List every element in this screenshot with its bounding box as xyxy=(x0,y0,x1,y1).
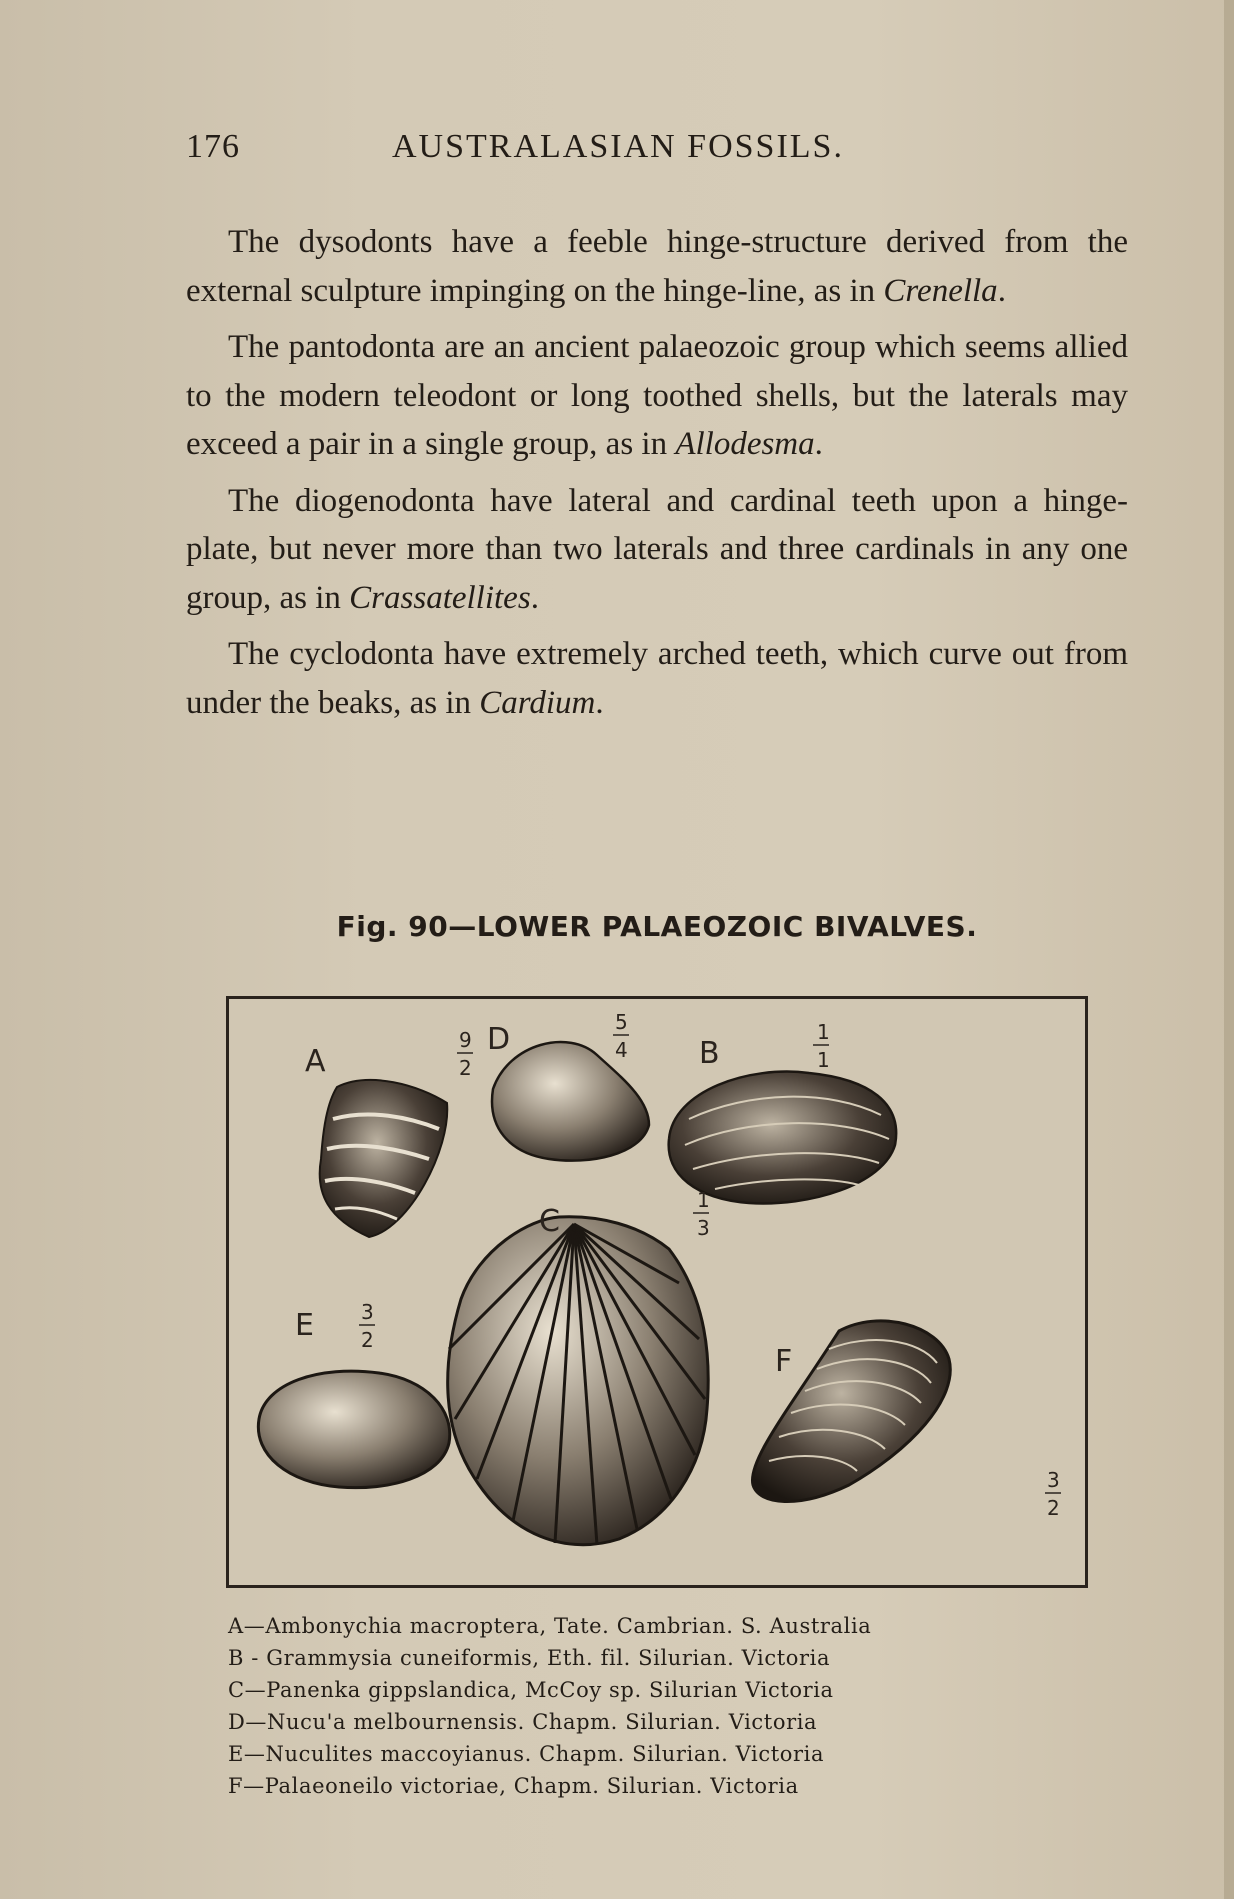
svg-text:3: 3 xyxy=(361,1300,374,1324)
svg-text:1: 1 xyxy=(817,1048,830,1072)
scale-fraction xyxy=(613,1010,629,1062)
scale-fraction xyxy=(813,1020,830,1072)
specimen-b-shell xyxy=(669,1072,896,1204)
specimen-letter: F xyxy=(775,1344,793,1379)
book-title: AUSTRALASIAN FOSSILS. xyxy=(392,128,844,165)
svg-text:9: 9 xyxy=(459,1028,472,1052)
svg-text:2: 2 xyxy=(459,1056,472,1080)
running-head xyxy=(186,128,1186,172)
scale-fraction xyxy=(457,1028,473,1080)
specimen-letter: E xyxy=(295,1308,314,1343)
scale-fraction xyxy=(359,1300,375,1352)
paragraph-diogenodonta: The diogenodonta have lateral and cardinal teeth upon a hinge-plate, but never more than two laterals and three cardinals in any one group, as in Crassatellites. xyxy=(186,482,1128,616)
scale-fraction xyxy=(693,1188,710,1240)
svg-text:3: 3 xyxy=(1047,1468,1060,1492)
legend-entry: A—Ambonychia macroptera, Tate. Cambrian. S. Australia xyxy=(228,1614,872,1638)
body-text xyxy=(186,218,1128,735)
specimen-a-shell xyxy=(320,1080,448,1237)
paragraph-dysodonts: The dysodonts have a feeble hinge-structure derived from the external sculpture impinging on the hinge-line, as in Crenella. xyxy=(186,224,1128,309)
genus-name: Crenella xyxy=(883,272,998,309)
specimen-letter: D xyxy=(487,1022,511,1057)
specimen-letter: C xyxy=(539,1204,560,1239)
genus-name: Cardium xyxy=(479,684,596,721)
specimen-letter: A xyxy=(305,1044,326,1079)
paragraph-cyclodonta: The cyclodonta have extremely arched teeth, which curve out from under the beaks, as in Cardium. xyxy=(186,636,1128,721)
svg-text:1: 1 xyxy=(697,1188,710,1212)
legend-entry: C—Panenka gippslandica, McCoy sp. Silurian Victoria xyxy=(228,1678,834,1702)
svg-text:4: 4 xyxy=(615,1038,628,1062)
scale-fraction xyxy=(1045,1468,1061,1520)
legend-entry: E—Nuculites maccoyianus. Chapm. Silurian. Victoria xyxy=(228,1742,825,1766)
figure-caption: Fig. 90—LOWER PALAEOZOIC BIVALVES. xyxy=(336,910,978,943)
genus-name: Crassatellites xyxy=(349,579,531,616)
genus-name: Allodesma xyxy=(675,426,815,462)
legend-entry: D—Nucu'a melbournensis. Chapm. Silurian. Victoria xyxy=(228,1710,818,1734)
paragraph-pantodonta: The pantodonta are an ancient palaeozoic group which seems allied to the modern teleodont or long toothed shells, but the laterals may exceed a pair in a single group, as in Allodesma. xyxy=(186,329,1128,462)
legend-entry: B - Grammysia cuneiformis, Eth. fil. Silurian. Victoria xyxy=(228,1646,831,1670)
page-edge xyxy=(1224,0,1234,1899)
svg-text:5: 5 xyxy=(615,1010,628,1034)
svg-text:2: 2 xyxy=(1047,1496,1060,1520)
figure-plate xyxy=(226,996,1088,1588)
legend-entry: F—Palaeoneilo victoriae, Chapm. Silurian. Victoria xyxy=(228,1774,799,1798)
svg-text:1: 1 xyxy=(817,1020,830,1044)
specimen-e-shell xyxy=(258,1371,449,1488)
svg-text:2: 2 xyxy=(361,1328,374,1352)
specimen-c-shell xyxy=(448,1217,709,1545)
page-number: 176 xyxy=(186,128,240,165)
svg-text:3: 3 xyxy=(697,1216,710,1240)
fossil-illustrations xyxy=(229,999,1085,1585)
figure-legend xyxy=(228,1610,1088,1802)
specimen-letter: B xyxy=(699,1036,720,1071)
